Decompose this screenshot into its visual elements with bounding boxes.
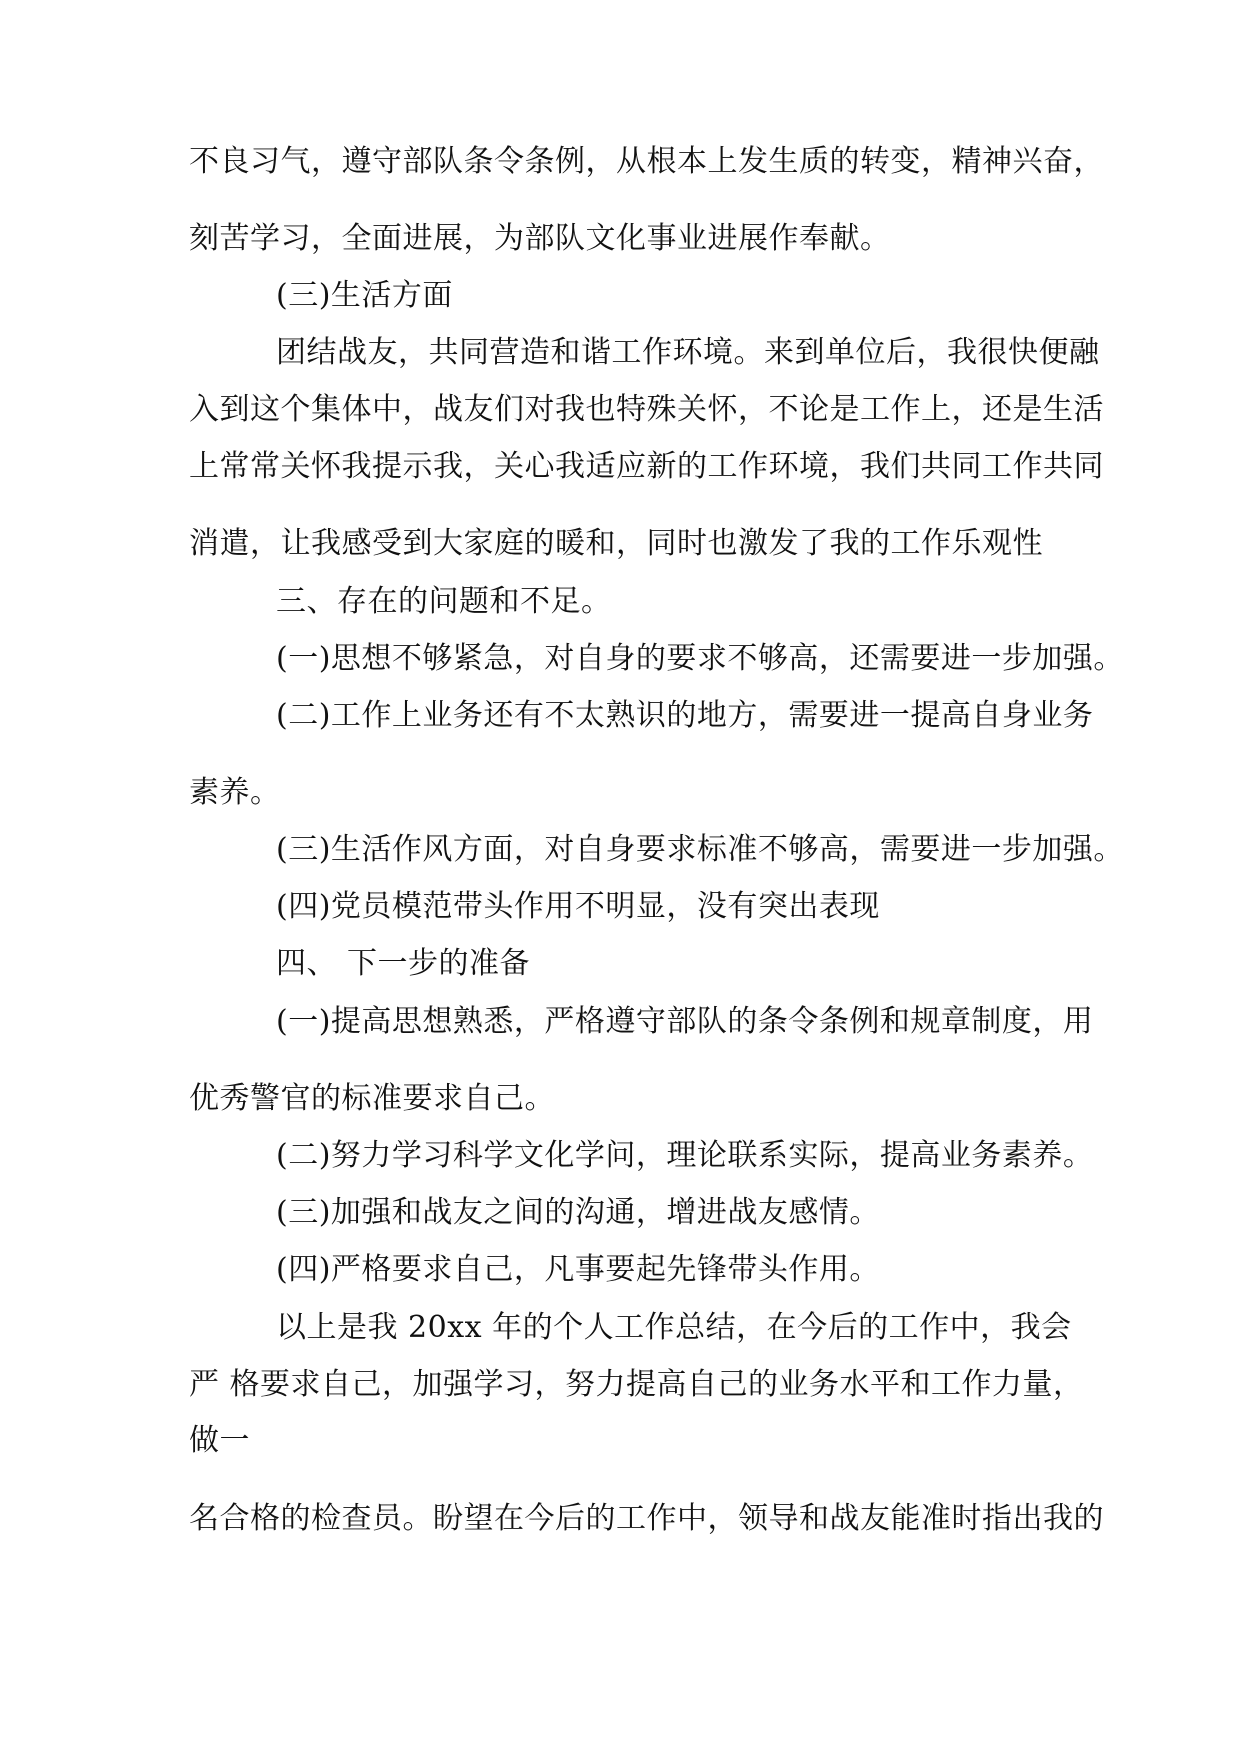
paragraph-line: 入到这个集体中，战友们对我也特殊关怀，不论是工作上，还是生活 xyxy=(189,392,1104,427)
list-item: (二)工作上业务还有不太熟识的地方，需要进一提高自身业务 xyxy=(276,698,1094,733)
paragraph-line: 上常常关怀我提示我，关心我适应新的工作环境，我们共同工作共同 xyxy=(189,449,1104,484)
list-item: (二)努力学习科学文化学问，理论联系实际，提高业务素养。 xyxy=(276,1138,1094,1173)
paragraph-line: 以上是我 20xx 年的个人工作总结，在今后的工作中，我会 xyxy=(276,1310,1072,1345)
section-heading: 三、存在的问题和不足。 xyxy=(276,584,612,619)
paragraph-line: 不良习气，遵守部队条令条例，从根本上发生质的转变，精神兴奋， xyxy=(189,144,1104,179)
paragraph-line: 优秀警官的标准要求自己。 xyxy=(189,1081,555,1116)
list-item: (四)党员模范带头作用不明显，没有突出表现 xyxy=(276,889,880,924)
paragraph-line: 严 格要求自己，加强学习，努力提高自己的业务水平和工作力量， xyxy=(189,1367,1084,1402)
list-item: (三)加强和战友之间的沟通，增进战友感情。 xyxy=(276,1195,880,1230)
paragraph-line: 名合格的检查员。盼望在今后的工作中，领导和战友能准时指出我的 xyxy=(189,1501,1104,1536)
list-item: (一)提高思想熟悉，严格遵守部队的条令条例和规章制度，用 xyxy=(276,1004,1094,1039)
paragraph-line: 做一 xyxy=(189,1423,250,1458)
section-heading: (三)生活方面 xyxy=(276,278,453,313)
list-item: (三)生活作风方面，对自身要求标准不够高，需要进一步加强。 xyxy=(276,832,1124,867)
paragraph-line: 刻苦学习，全面进展，为部队文化事业进展作奉献。 xyxy=(189,221,891,256)
list-item: (一)思想不够紧急，对自身的要求不够高，还需要进一步加强。 xyxy=(276,641,1124,676)
paragraph-line: 消遣，让我感受到大家庭的暖和，同时也激发了我的工作乐观性 xyxy=(189,526,1043,561)
paragraph-line: 团结战友，共同营造和谐工作环境。来到单位后，我很快便融 xyxy=(276,335,1100,370)
paragraph-line: 素养。 xyxy=(189,775,281,810)
list-item: (四)严格要求自己，凡事要起先锋带头作用。 xyxy=(276,1252,880,1287)
section-heading: 四、 下一步的准备 xyxy=(276,946,531,981)
